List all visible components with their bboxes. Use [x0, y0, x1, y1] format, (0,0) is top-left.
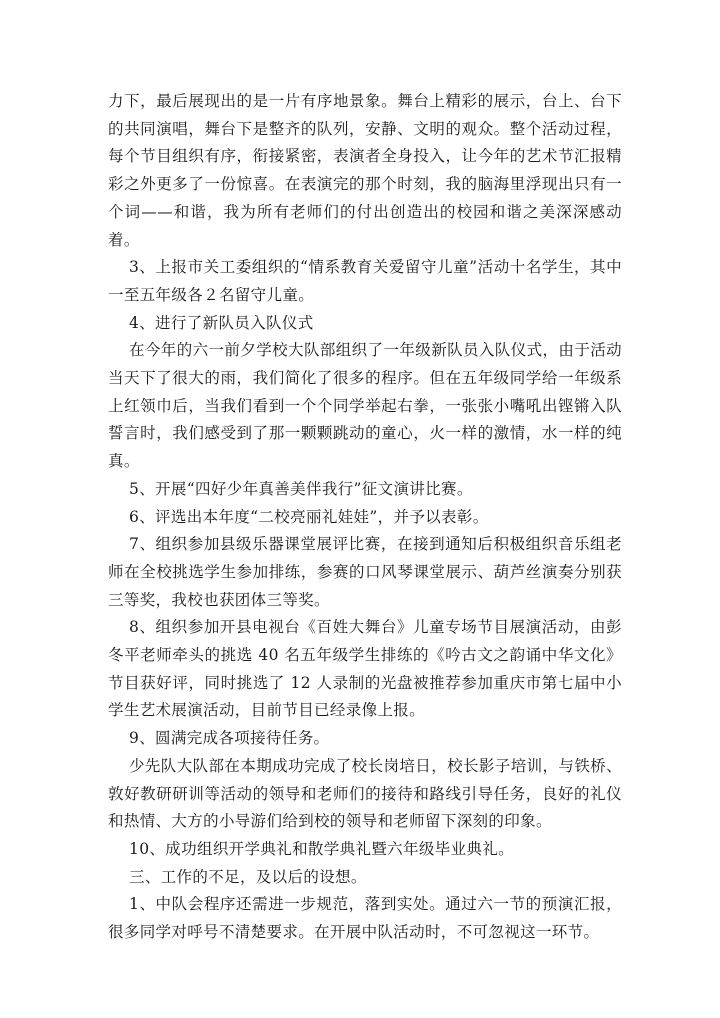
paragraph: 6、评选出本年度“二校亮丽礼娃娃”，并予以表彰。: [129, 507, 489, 526]
paragraph: 1、中队会程序还需进一步规范，落到实处。通过六一节的预演汇报，很多同学对呼号不清楚要求。在开展中队活动时，不可忽视这一环节。: [108, 895, 622, 942]
paragraph: 4、进行了新队员入队仪式: [129, 313, 314, 332]
paragraph: 在今年的六一前夕学校大队部组织了一年级新队员入队仪式，由于活动当天下了很大的雨，我们简化了很多的程序。但在五年级同学给一年级系上红领巾后，当我们看到一个个同学举起右拳，一张张小嘴吼出铿锵入队誓言时，我们感受到了那一颗颗跳动的童心，火一样的激情，水一样的纯真。: [108, 341, 622, 471]
paragraph: 3、上报市关工委组织的“情系教育关爱留守儿童”活动十名学生，其中一至五年级各２名留守儿童。: [108, 258, 622, 304]
paragraph: 三、工作的不足，及以后的设想。: [129, 867, 367, 886]
paragraph: 力下，最后展现出的是一片有序地景象。舞台上精彩的展示，台上、台下的共同演唱，舞台下是整齐的队列，安静、文明的观众。整个活动过程，每个节目组织有序，衔接紧密，表演者全身投入，让今年的艺术节汇报精彩之外更多了一份惊喜。在表演完的那个时刻，我的脑海里浮现出只有一个词——和谐，我为所有老师们的付出创造出的校园和谐之美深深感动着。: [108, 92, 622, 249]
paragraph: 8、组织参加开县电视台《百姓大舞台》儿童专场节目展演活动，由彭冬平老师牵头的挑选 40 名五年级学生排练的《吟古文之韵诵中华文化》节目获好评，同时挑选了 12 人录制的光盘被推荐参加重庆市第七届中小学生艺术展演活动，目前节目已经录像上报。: [108, 618, 622, 720]
paragraph: 10、成功组织开学典礼和散学典礼暨六年级毕业典礼。: [129, 839, 514, 858]
paragraph: 少先队大队部在本期成功完成了校长岗培日，校长影子培训，与铁桥、敦好教研研训等活动的领导和老师们的接待和路线引导任务，良好的礼仪和热情、大方的小导游们给到校的领导和老师留下深刻的印象。: [108, 756, 622, 831]
paragraph: 7、组织参加县级乐器课堂展评比赛，在接到通知后积极组织音乐组老师在全校挑选学生参加排练，参赛的口风琴课堂展示、葫芦丝演奏分别获三等奖，我校也获团体三等奖。: [108, 535, 622, 609]
paragraph: 5、开展“四好少年真善美伴我行”征文演讲比赛。: [129, 479, 473, 498]
paragraph: 9、圆满完成各项接待任务。: [129, 729, 330, 748]
